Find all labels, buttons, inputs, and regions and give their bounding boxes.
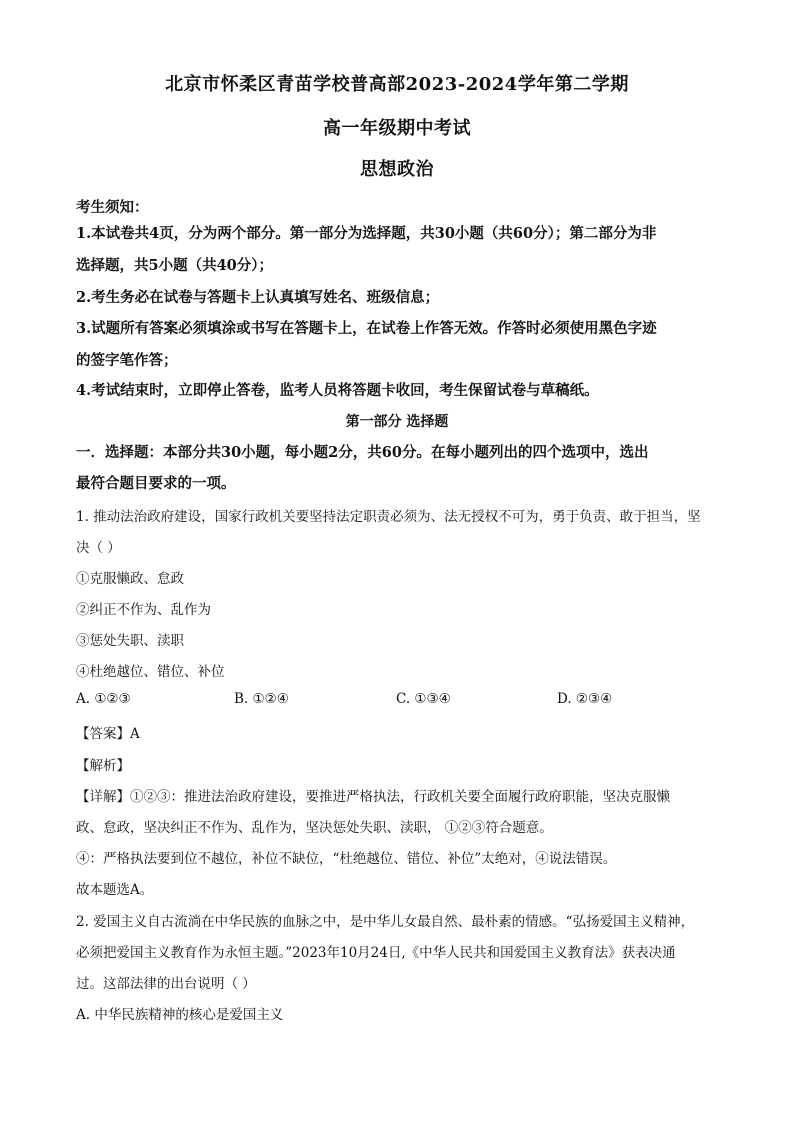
notice-item-1: 1.本试卷共4页，分为两个部分。第一部分为选择题，共30小题（共60分）；第二部分为非 [76,225,657,242]
q1-option-b: B. ①②④ [234,691,289,707]
q1-statement-1: ①克服懒政、怠政 [76,571,184,587]
q1-detail: 【详解】①②③：推进法治政府建设，要推进严格执法，行政机关要全面履行政府职能，坚决克服懒 [76,789,670,805]
q1-answer: 【答案】A [76,726,140,742]
q1-statement-3: ③惩处失职、渎职 [76,633,184,649]
subject-title: 思想政治 [360,159,434,180]
q2-stem: 2. 爱国主义自古流淌在中华民族的血脉之中，是中华儿女最自然、最朴素的情感。“弘扬爱国主义精神， [76,914,695,930]
q1-statement-4: ④杜绝越位、错位、补位 [76,664,225,680]
part1-instructions: 一．选择题：本部分共30小题，每小题2分，共60分。在每小题列出的四个选项中，选出 [76,444,649,461]
q1-stem-cont: 决（ ） [76,540,121,556]
q1-option-c: C. ①③④ [396,691,451,707]
notice-item-3: 3.试题所有答案必须填涂或书写在答题卡上，在试卷上作答无效。作答时必须使用黑色字迹 [76,320,657,337]
notice-item-3-cont: 的签字笔作答； [76,352,178,369]
q2-stem-end: 过。这部法律的出台说明（ ） [76,976,256,992]
q1-stem: 1. 推动法治政府建设，国家行政机关要坚持法定职责必须为、法无授权不可为，勇于负责、敢于担当，坚 [76,509,701,525]
q1-detail-cont: 政、怠政，坚决纠正不作为、乱作为，坚决惩处失职、渎职， ①②③符合题意。 [76,820,553,836]
part1-heading: 第一部分 选择题 [345,414,449,430]
q1-conclusion: 故本题选A。 [76,882,154,898]
q1-option-d: D. ②③④ [557,691,613,707]
exam-subtitle: 高一年级期中考试 [323,118,471,139]
notice-item-2: 2.考生务必在试卷与答题卡上认真填写姓名、班级信息； [76,289,440,306]
q1-detail-item-4: ④：严格执法要到位不越位，补位不缺位，“杜绝越位、错位、补位”太绝对，④说法错误。 [76,851,617,867]
exam-title: 北京市怀柔区青苗学校普高部2023-2024学年第二学期 [165,74,629,95]
q2-stem-cont: 必须把爱国主义教育作为永恒主题。”2023年10月24日,《中华人民共和国爱国主义教育法》获表决通 [76,945,676,961]
q2-option-a: A. 中华民族精神的核心是爱国主义 [76,1007,284,1023]
notice-item-4: 4.考试结束时，立即停止答卷，监考人员将答题卡收回，考生保留试卷与草稿纸。 [76,382,599,399]
q1-analysis-label: 【解析】 [76,758,130,774]
notice-heading: 考生须知： [76,199,149,216]
notice-item-1-cont: 选择题，共5小题（共40分）； [76,257,274,274]
part1-instructions-cont: 最符合题目要求的一项。 [76,475,236,492]
q1-statement-2: ②纠正不作为、乱作为 [76,602,211,618]
q1-option-a: A. ①②③ [76,691,131,707]
